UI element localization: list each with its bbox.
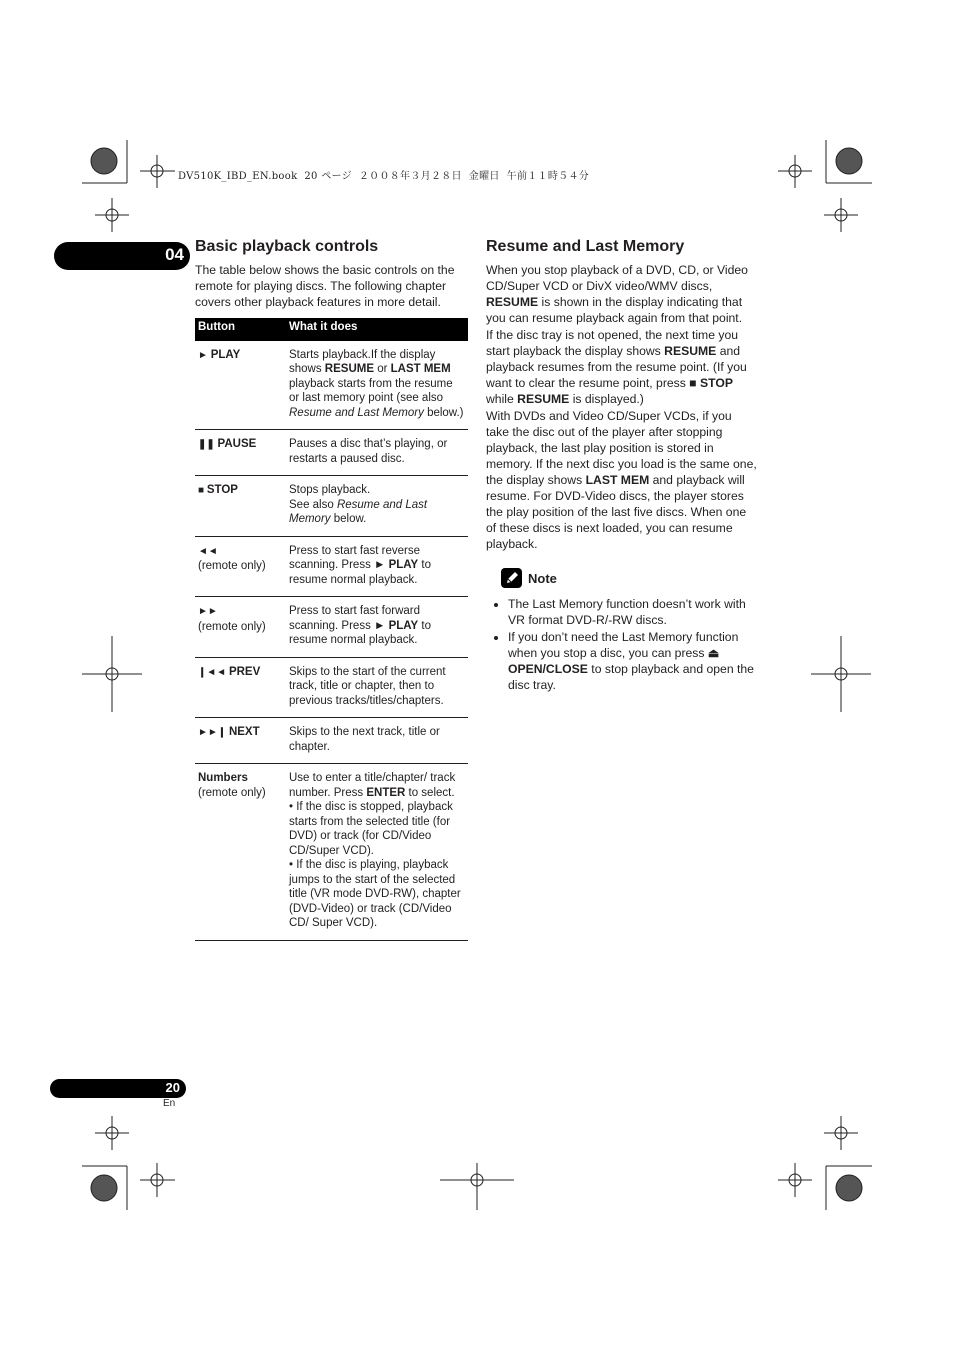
description-cell: Use to enter a title/chapter/ track number. Press ENTER to select. • If the disc is stopped, playback starts from the selected title (for DVD) or track (for CD/Video CD/Super VCD). • If the disc is playing, playback jumps to the start of the selected title (VR mode DVD-RW), chapter (DVD-Video) or track (CD/Video CD/ Super VCD). [286, 764, 468, 941]
button-cell [195, 597, 286, 658]
table-row [195, 597, 468, 658]
note-header [501, 568, 758, 588]
resume-section [486, 238, 758, 694]
description-cell: Starts playback.If the display shows RESUME or LAST MEM playback starts from the resume or last memory point (see also Resume and Last Memory below.) [286, 341, 468, 430]
table-row [195, 536, 468, 597]
col-header-what: What it does [286, 318, 468, 341]
intro-text: The table below shows the basic controls on the remote for playing discs. The following chapter covers other playback features in more detail. [195, 263, 455, 309]
button-cell [195, 764, 286, 941]
note-item: • If you don’t need the Last Memory function when you stop a disc, you can press ⏏ OPEN/CLOSE to stop playback and open the disc tray. [508, 629, 758, 693]
language-code: En [163, 1098, 176, 1109]
table-row [195, 476, 468, 537]
table-row [195, 657, 468, 718]
chapter-tab [54, 242, 190, 270]
table-row [195, 764, 468, 941]
paragraph: If the disc tray is not opened, the next time you start playback the display shows RESUME and playback resumes from the resume point. (If you want to clear the resume point, press ■ STOP while RESUME is displayed.) [486, 328, 747, 406]
button-cell [195, 718, 286, 764]
table-row [195, 341, 468, 430]
note-list [486, 596, 758, 693]
description-cell: Press to start fast reverse scanning. Press ► PLAY to resume normal playback. [286, 536, 468, 597]
button-cell [195, 536, 286, 597]
note-label: Note [528, 570, 557, 586]
section-title: Resume and Last Memory [486, 238, 685, 255]
section-title: Basic playback controls [195, 238, 379, 255]
button-cell [195, 430, 286, 476]
button-symbol-icon: ❙◄◄ [198, 666, 229, 678]
button-cell [195, 341, 286, 430]
button-symbol-icon: ►► [198, 606, 218, 617]
table-row [195, 430, 468, 476]
button-name: ■ STOP [198, 484, 238, 496]
description-cell: Press to start fast forward scanning. Press ► PLAY to resume normal playback. [286, 597, 468, 658]
page-tab [50, 1079, 186, 1098]
button-symbol-icon: ◄◄ [198, 545, 218, 557]
paragraph: With DVDs and Video CD/Super VCDs, if you take the disc out of the player after stopping playback, the last play position is stored in memory. If the next disc you load is the same one, the display shows LAST MEM and playback will resume. For DVD-Video discs, the player stores the play position of the last five discs. When one of these discs is next loaded, you can resume playback. [486, 409, 757, 551]
paragraph: When you stop playback of a DVD, CD, or Video CD/Super VCD or DivX video/WMV discs, RESUME is shown in the display indicating that you can resume playback again from that point. [486, 263, 748, 325]
button-name: ►►❙ NEXT [198, 726, 260, 738]
description-cell: Skips to the next track, title or chapter. [286, 718, 468, 764]
pencil-icon [501, 568, 522, 588]
button-symbol-icon: ■ [198, 485, 207, 496]
button-name: ❚❚ PAUSE [198, 438, 257, 450]
button-symbol-icon: ❚❚ [198, 439, 218, 450]
button-name [198, 545, 218, 557]
button-name: ❙◄◄ PREV [198, 665, 261, 678]
description-cell: Stops playback. See also Resume and Last Memory below. [286, 476, 468, 537]
button-name: ► PLAY [198, 348, 241, 361]
chapter-number: 04 [165, 245, 184, 264]
basic-playback-section [195, 238, 468, 941]
button-name: Numbers [198, 772, 248, 784]
controls-table [195, 318, 468, 941]
description-cell: Pauses a disc that’s playing, or restarts a paused disc. [286, 430, 468, 476]
table-row [195, 718, 468, 764]
button-name [198, 605, 218, 617]
note-item: • The Last Memory function doesn’t work with VR format DVD-R/-RW discs. [508, 596, 758, 628]
button-cell [195, 476, 286, 537]
button-note: (remote only) [198, 620, 266, 633]
description-cell: Skips to the start of the current track, title or chapter, then to previous tracks/titles/chapters. [286, 657, 468, 718]
button-symbol-icon: ► [198, 349, 211, 361]
button-cell [195, 657, 286, 718]
page-number: 20 [165, 1080, 180, 1095]
button-symbol-icon: ►►❙ [198, 727, 229, 738]
button-note: (remote only) [198, 560, 266, 572]
print-header: DV510K_IBD_EN.book 20 ページ ２００８年３月２８日 金曜日 午前１１時５４分 [178, 171, 590, 182]
col-header-button: Button [195, 318, 286, 341]
button-note: (remote only) [198, 786, 266, 799]
